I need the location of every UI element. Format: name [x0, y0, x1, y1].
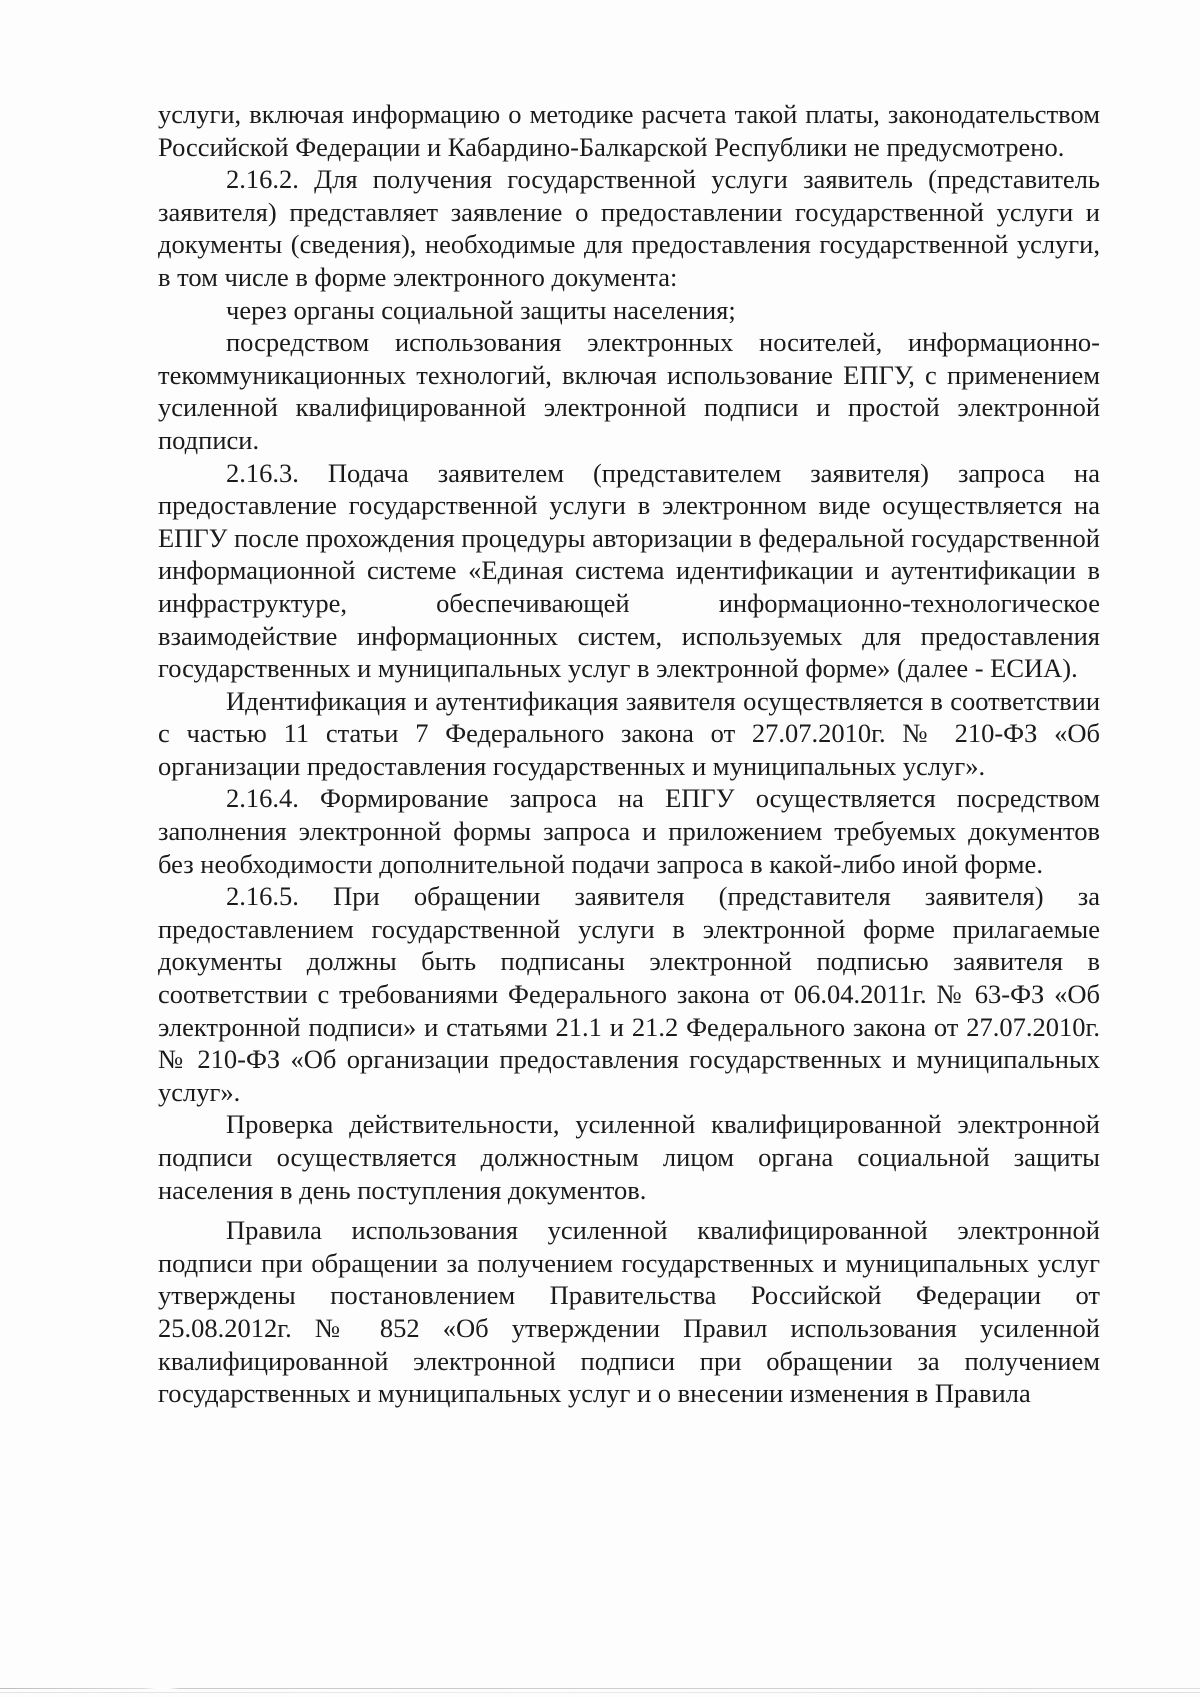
paragraph-2-16-4: 2.16.4. Формирование запроса на ЕПГУ осуществляется посредством заполнения электронной формы запроса и приложением требуемых документов без необходимости дополнительной подачи запроса в какой-либо иной форме.	[158, 783, 1100, 879]
paragraph-2-16-2: 2.16.2. Для получения государственной услуги заявитель (представитель заявителя) представляет заявление о предоставлении государственной услуги и документы (сведения), необходимые для предоставления государственной услуги, в том числе в форме электронного документа:	[158, 164, 1100, 292]
scan-edge-line	[0, 1688, 1200, 1689]
paragraph-2-16-5: 2.16.5. При обращении заявителя (представителя заявителя) за предоставлением государственной услуги в электронной форме прилагаемые документы должны быть подписаны электронной подписью заявителя в соответствии с требованиями Федерального закона от 06.04.2011г. № 63-ФЗ «Об электронной подписи» и статьями 21.1 и 21.2 Федерального закона от 27.07.2010г. № 210-ФЗ «Об организации предоставления государственных и муниципальных услуг».	[158, 881, 1100, 1107]
paragraph-signature-rules: Правила использования усиленной квалифицированной электронной подписи при обращении за получением государственных и муниципальных услуг утверждены постановлением Правительства Российской Федерации от 25.08.2012г. № 852 «Об утверждении Правил использования усиленной квалифицированной электронной подписи при обращении за получением государственных и муниципальных услуг и о внесении изменения в Правила	[158, 1215, 1100, 1409]
scan-edge-line-secondary	[0, 1692, 1200, 1693]
document-body	[158, 98, 1100, 1410]
paragraph-fee-continuation: услуги, включая информацию о методике расчета такой платы, законодательством Российской Федерации и Кабардино-Балкарской Республики не предусмотрено.	[158, 99, 1100, 162]
paragraph-via-electronic-media: посредством использования электронных носителей, информационно-текоммуникационных технологий, включая использование ЕПГУ, с применением усиленной квалифицированной электронной подписи и простой электронной подписи.	[158, 327, 1100, 455]
paragraph-via-social-protection: через органы социальной защиты населения;	[226, 294, 736, 325]
paragraph-identification: Идентификация и аутентификация заявителя осуществляется в соответствии с частью 11 статьи 7 Федерального закона от 27.07.2010г. № 210-ФЗ «Об организации предоставления государственных и муниципальных услуг».	[158, 685, 1100, 781]
paragraph-2-16-3: 2.16.3. Подача заявителем (представителем заявителя) запроса на предоставление государственной услуги в электронном виде осуществляется на ЕПГУ после прохождения процедуры авторизации в федеральной государственной информационной системе «Единая система идентификации и аутентификации в инфраструктуре, обеспечивающей информационно-технологическое взаимодействие информационных систем, используемых для предоставления государственных и муниципальных услуг в электронной форме» (далее - ЕСИА).	[158, 457, 1100, 684]
paragraph-signature-verification: Проверка действительности, усиленной квалифицированной электронной подписи осуществляется должностным лицом органа социальной защиты населения в день поступления документов.	[158, 1109, 1100, 1205]
